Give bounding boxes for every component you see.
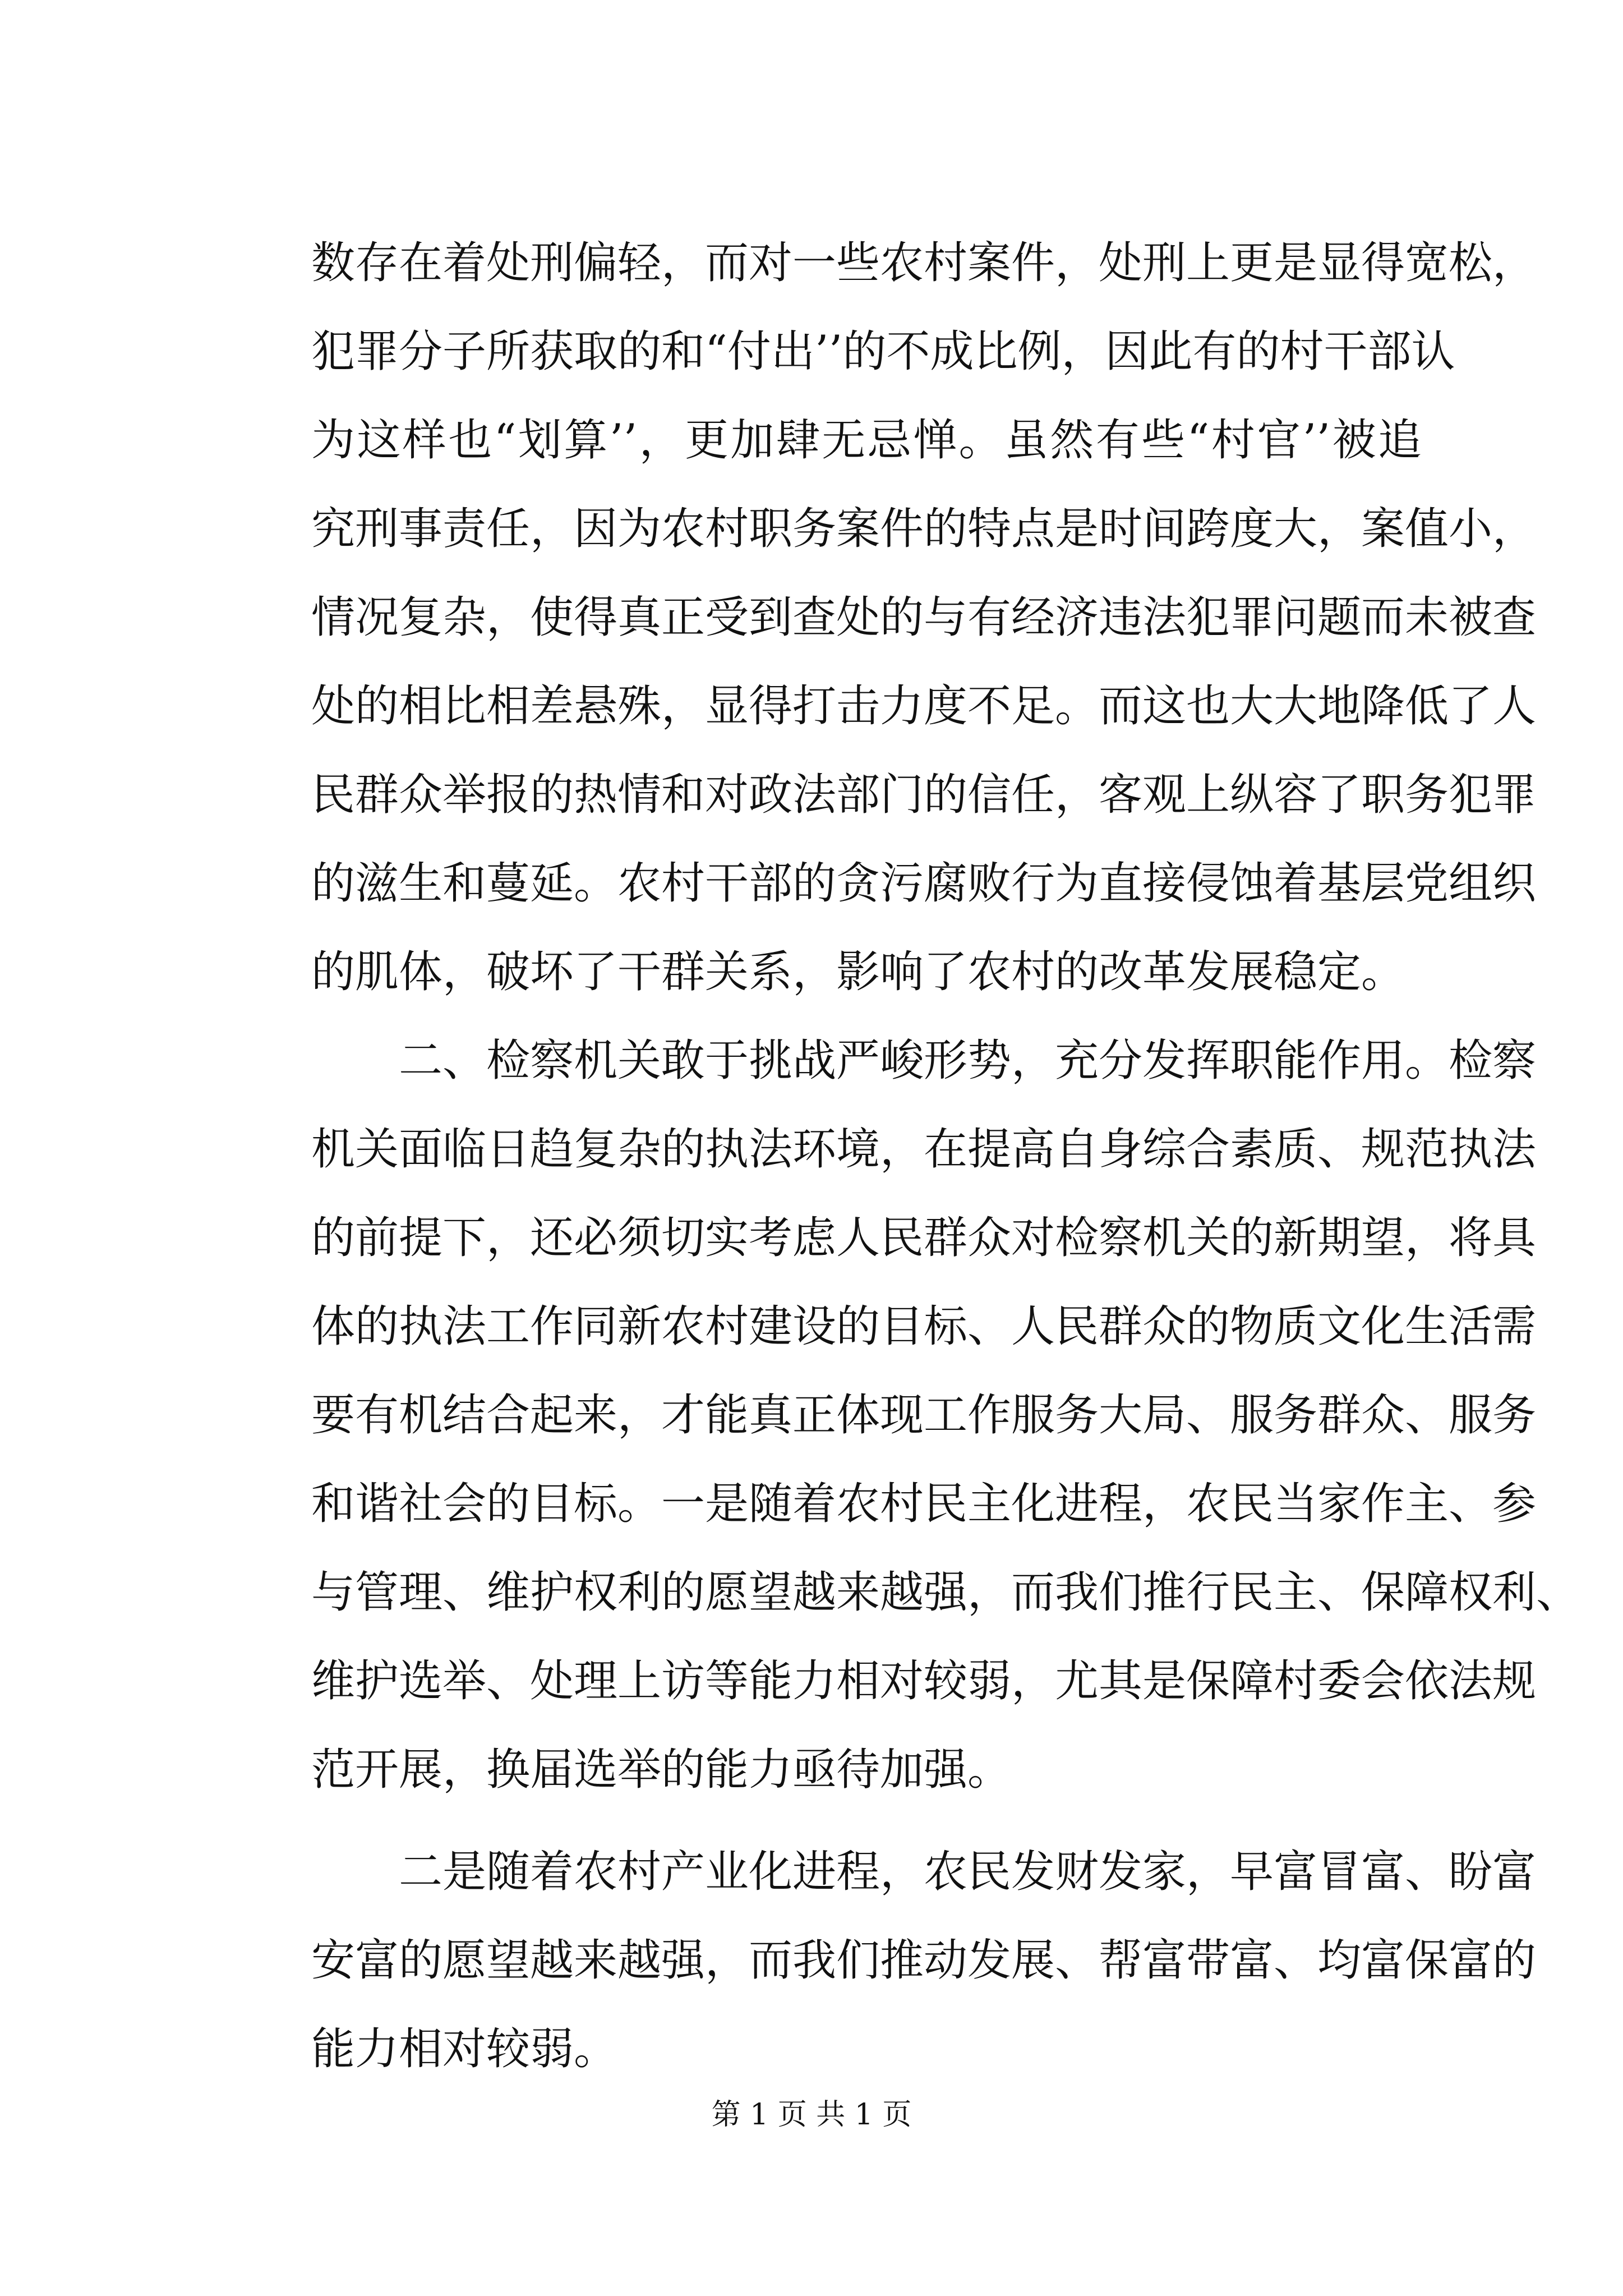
- text-line: 犯罪分子所获取的和“付出’’的不成比例，因此有的村干部认: [311, 326, 1455, 377]
- paragraph-end-line: 的肌体，破坏了干群关系，影响了农村的改革发展稳定。: [311, 947, 1405, 997]
- text-line: 的前提下，还必须切实考虑人民群众对检察机关的新期望，将具: [311, 1213, 1537, 1263]
- paragraph-end-line: 能力相对较弱。: [311, 2024, 618, 2074]
- paragraph-spacing: [311, 1814, 1422, 1828]
- text-line: 安富的愿望越来越强，而我们推动发展、帮富带富、均富保富的: [311, 1935, 1537, 1986]
- text-line: 情况复杂，使得真正受到查处的与有经济违法犯罪问题而未被查: [311, 592, 1537, 643]
- text-line: 和谐社会的目标。一是随着农村民主化进程，农民当家作主、参: [311, 1479, 1537, 1529]
- document-body: [311, 219, 1580, 2093]
- text-line: 维护选举、处理上访等能力相对较弱，尤其是保障村委会依法规: [311, 1656, 1537, 1706]
- text-line: 究刑事责任，因为农村职务案件的特点是时间跨度大，案值小，: [311, 504, 1537, 554]
- text-line: 体的执法工作同新农村建设的目标、人民群众的物质文化生活需: [311, 1301, 1537, 1352]
- text-line: 二、检察机关敢于挑战严峻形势，充分发挥职能作用。检察: [311, 1036, 1537, 1086]
- text-line: 的滋生和蔓延。农村干部的贪污腐败行为直接侵蚀着基层党组织: [311, 858, 1537, 909]
- text-line: 数存在着处刑偏轻，而对一些农村案件，处刑上更是显得宽松，: [311, 238, 1537, 288]
- text-line: 民群众举报的热情和对政法部门的信任，客观上纵容了职务犯罪: [311, 770, 1537, 820]
- text-line: 处的相比相差悬殊，显得打击力度不足。而这也大大地降低了人: [311, 681, 1537, 731]
- text-line: 与管理、维护权利的愿望越来越强，而我们推行民主、保障权利、: [311, 1567, 1580, 1618]
- text-line: 二是随着农村产业化进程，农民发财发家，早富冒富、盼富: [311, 1847, 1537, 1897]
- text-line: 要有机结合起来，才能真正体现工作服务大局、服务群众、服务: [311, 1390, 1537, 1441]
- text-line: 机关面临日趋复杂的执法环境，在提高自身综合素质、规范执法: [311, 1124, 1537, 1175]
- paragraph-end-line: 范开展，换届选举的能力亟待加强。: [311, 1745, 1012, 1795]
- page-footer: 第 1 页 共 1 页: [711, 2098, 912, 2132]
- text-line: 为这样也“划算’’，更加肆无忌惮。虽然有些“村官’’被追: [311, 415, 1422, 466]
